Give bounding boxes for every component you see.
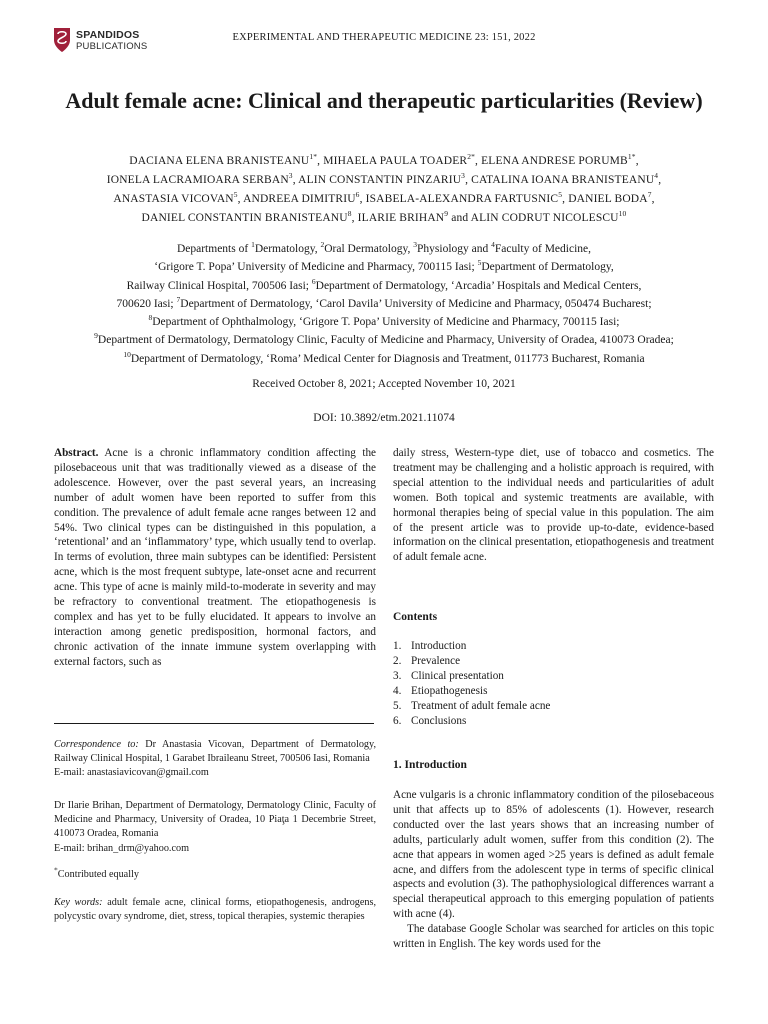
abstract-label: Abstract.: [54, 447, 99, 459]
affiliation-text: Railway Clinical Hospital, 700506 Iasi;: [126, 279, 312, 292]
contents-item-number: 5.: [393, 700, 402, 712]
author-name: ALIN CODRUT NICOLESCU: [470, 212, 619, 224]
affiliation-text: 700620 Iasi;: [116, 297, 177, 310]
author-affiliation-sup: 2*: [467, 152, 476, 162]
author-name: IONELA LACRAMIOARA SERBAN: [106, 174, 289, 186]
contents-item: [393, 699, 550, 714]
contents-item-label: Prevalence: [411, 655, 461, 667]
contents-item: [393, 639, 550, 654]
author-name: DANIEL BODA: [568, 193, 648, 205]
correspondence-email-2: E-mail: brihan_drm@yahoo.com: [54, 842, 189, 854]
publisher-name: SPANDIDOS: [76, 29, 140, 41]
contents-item-number: 3.: [393, 670, 402, 682]
author-name: ILARIE BRIHAN: [357, 212, 445, 224]
affiliation-text: Department of Ophthalmology, ‘Grigore T. Popa’ University of Medicine and Pharmacy, 700115 Iasi;: [152, 316, 620, 329]
correspondence-text-2: Dr Ilarie Brihan, Department of Dermatology, Dermatology Clinic, Faculty of Medicine and Pharmacy, University of Oradea, 10 Piaţa 1 Decembrie Street, 410073 Oradea, Romania: [54, 800, 376, 840]
author-separator: ,: [475, 155, 482, 167]
footnote-divider: [54, 723, 374, 724]
author-separator: ,: [465, 174, 472, 186]
author-affiliation-sup: 8: [347, 209, 352, 219]
author-separator: and: [448, 212, 471, 224]
author-name: ANASTASIA VICOVAN: [113, 193, 234, 205]
author-name: CATALINA IOANA BRANISTEANU: [471, 174, 655, 186]
keywords-text: adult female acne, clinical forms, etiopathogenesis, androgens, polycystic ovary syndrome, diet, stress, topical therapies, systemic therapies: [54, 897, 377, 923]
abstract-right: daily stress, Western-type diet, use of tobacco and cosmetics. The treatment may be challenging and a holistic approach is required, with special attention to the individual needs and particularities of adult women. Both topical and systemic treatments are available, with hormonal therapies being of special value in this population. The aim of the present article was to provide up-to-date, evidence-based information on the clinical presentation, etiopathogenesis and treatment of adult female acne.: [393, 447, 714, 564]
affiliation-text: Department of Dermatology, ‘Arcadia’ Hospitals and Medical Centers,: [315, 279, 642, 292]
author-affiliation-sup: 1*: [627, 152, 636, 162]
author-name: ISABELA-ALEXANDRA FARTUSNIC: [365, 193, 559, 205]
author-affiliation-sup: 7: [647, 190, 652, 200]
contents-list: [393, 639, 550, 729]
correspondence-1: [54, 738, 376, 781]
affiliation-sup: 1: [251, 240, 255, 250]
author-separator: ,: [359, 193, 366, 205]
contents-item-label: Etiopathogenesis: [411, 685, 488, 697]
introduction-para-1: Acne vulgaris is a chronic inflammatory condition of the pilosebaceous unit that affects up to 85% of adolescents (1). However, research conducted over the last years shows that an increasing number of adults, particularly adult women, suffer from this condition (2). The acne that appears in women aged >25 years is defined as adult female acne, and differs from the adolescent type in terms of specific clinical aspects and evolution (3). The pathophysiological differences warrant a special therapeutical approach to this emerging population of patients with acne (4).: [393, 789, 714, 921]
contents-item: [393, 654, 550, 669]
journal-header: [0, 32, 768, 43]
affiliation-line: [30, 313, 738, 331]
affiliation-line: [30, 331, 738, 349]
author-affiliation-sup: 3: [288, 171, 293, 181]
affiliation-sup: 10: [123, 349, 131, 359]
contents-item: [393, 714, 550, 729]
author-name: DACIANA ELENA BRANISTEANU: [129, 155, 310, 167]
affiliation-line: [30, 240, 738, 258]
author-affiliation-sup: 1*: [309, 152, 318, 162]
correspondence-text-1: Dr Anastasia Vicovan, Department of Dermatology, Railway Clinical Hospital, 1 Garabet Ibraileanu Street, 700506 Iasi, Romania: [54, 739, 376, 765]
author-affiliation-sup: 9: [444, 209, 449, 219]
affiliation-sup: 3: [413, 240, 417, 250]
received-dates: Received October 8, 2021; Accepted November 10, 2021: [252, 378, 516, 390]
contents-item-number: 6.: [393, 715, 402, 727]
contributed-text: Contributed equally: [57, 869, 139, 880]
affiliation-text: ‘Grigore T. Popa’ University of Medicine and Pharmacy, 700115 Iasi;: [154, 261, 478, 274]
affiliation-text: Faculty of Medicine,: [494, 243, 592, 255]
author-separator: ,: [651, 193, 655, 205]
contributed-note: [54, 865, 376, 882]
correspondence-2: [54, 799, 376, 856]
affiliation-text: Department of Dermatology, ‘Carol Davila’ University of Medicine and Pharmacy, 050474 Bucharest;: [180, 297, 652, 310]
abstract-left: [54, 446, 376, 670]
introduction-para-2: The database Google Scholar was searched for articles on this topic written in English. The key words used for the: [393, 923, 714, 951]
introduction-body: [393, 788, 714, 952]
contents-item-number: 2.: [393, 655, 402, 667]
author-affiliation-sup: 3: [461, 171, 466, 181]
affiliation-line: [30, 277, 738, 295]
publisher-subname: PUBLICATIONS: [76, 41, 148, 52]
contents-item-number: 1.: [393, 640, 402, 652]
author-affiliation-sup: 6: [355, 190, 360, 200]
contents-heading: Contents: [393, 611, 438, 623]
affiliations: [30, 240, 738, 368]
affiliation-line: [30, 295, 738, 313]
contents-item-label: Conclusions: [411, 715, 467, 727]
author-name: ALIN CONSTANTIN PINZARIU: [298, 174, 462, 186]
author-list: [40, 152, 728, 228]
affiliation-sup: 9: [94, 331, 98, 341]
author-separator: ,: [292, 174, 299, 186]
affiliation-text: Department of Dermatology, ‘Roma’ Medical Center for Diagnosis and Treatment, 011773 Bucharest, Romania: [130, 352, 645, 365]
contents-item: [393, 669, 550, 684]
affiliation-text: Dermatology,: [254, 243, 321, 255]
affiliation-sup: 7: [176, 295, 181, 305]
author-affiliation-sup: 10: [618, 209, 627, 219]
author-separator: ,: [237, 193, 244, 205]
author-separator: ,: [351, 212, 358, 224]
author-affiliation-sup: 5: [233, 190, 238, 200]
affiliation-text: Physiology and: [417, 243, 492, 255]
author-name: ANDREEA DIMITRIU: [243, 193, 356, 205]
doi: DOI: 10.3892/etm.2021.11074: [313, 412, 455, 424]
contents-item-label: Introduction: [411, 640, 467, 652]
affiliation-text: Department of Dermatology,: [481, 261, 614, 274]
contents-item-label: Clinical presentation: [411, 670, 504, 682]
affiliation-sup: 2: [320, 240, 325, 250]
correspondence-email-1: E-mail: anastasiavicovan@gmail.com: [54, 767, 209, 779]
keywords-label: Key words:: [54, 897, 103, 908]
paper-title: Adult female acne: Clinical and therapeutic particularities (Review): [65, 88, 703, 113]
author-separator: ,: [658, 174, 662, 186]
author-name: DANIEL CONSTANTIN BRANISTEANU: [141, 212, 348, 224]
author-name: MIHAELA PAULA TOADER: [323, 155, 468, 167]
keywords: [54, 896, 376, 924]
author-separator: ,: [635, 155, 639, 167]
affiliation-text: Department of Dermatology, Dermatology Clinic, Faculty of Medicine and Pharmacy, University of Oradea, 410073 Oradea;: [97, 334, 674, 347]
affiliation-sup: 8: [148, 313, 153, 323]
affiliation-text: Departments of: [176, 243, 252, 255]
author-affiliation-sup: 5: [558, 190, 563, 200]
affiliation-text: Oral Dermatology,: [324, 243, 414, 255]
affiliation-line: [30, 258, 738, 276]
correspondence-label: Correspondence to:: [54, 739, 139, 750]
author-name: ELENA ANDRESE PORUMB: [481, 155, 628, 167]
contents-item: [393, 684, 550, 699]
contents-item-label: Treatment of adult female acne: [411, 700, 551, 712]
affiliation-sup: 5: [477, 258, 482, 268]
introduction-heading: 1. Introduction: [393, 759, 467, 771]
affiliation-sup: 4: [491, 240, 495, 250]
author-separator: ,: [317, 155, 324, 167]
journal-header-text: EXPERIMENTAL AND THERAPEUTIC MEDICINE 23: 151, 2022: [232, 32, 536, 43]
affiliation-sup: 6: [311, 276, 316, 286]
author-affiliation-sup: 4: [654, 171, 659, 181]
contributed-sup: *: [54, 865, 58, 875]
affiliation-line: [30, 350, 738, 368]
author-separator: ,: [562, 193, 569, 205]
contents-item-number: 4.: [393, 685, 402, 697]
abstract-text-left: Acne is a chronic inflammatory condition affecting the pilosebaceous unit that was traditionally viewed as a disease of the adolescence. However, over the past several years, an increasing number of adult women have been reported to suffer from this condition. The prevalence of adult female acne ranges between 12 and 54%. Two clinical types can be distinguished in this population, a ‘retentional’ and an ‘inflammatory’ type, which usually tend to overlap. In terms of evolution, three main subtypes can be identified: Persistent acne, which is the most frequent subtype, late-onset acne and recurrent acne. This type of acne is mainly mild-to-moderate in severity and may be refractory to conventional treatment. The etiopathogenesis is complex and has yet to be fully elucidated. It appears to involve an interaction among genetic predisposition, hormonal factors, and chronic activation of the innate immune system overlapping with external factors, such as: [54, 447, 376, 668]
